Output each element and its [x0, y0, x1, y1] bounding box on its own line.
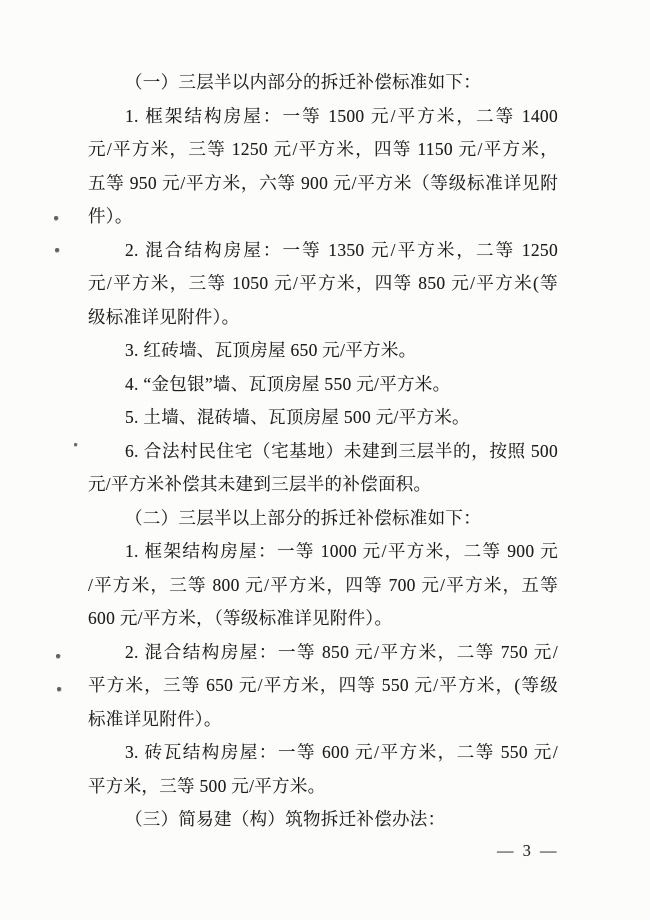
text-line: 件）。: [88, 206, 133, 226]
text-line: 3. 红砖墙、瓦顶房屋 650 元/平方米。: [125, 340, 417, 360]
text-line: 2. 混合结构房屋：一等 1350 元/平方米，二等 1250: [125, 239, 558, 260]
text-line: 1. 框架结构房屋：一等 1500 元/平方米，二等 1400: [125, 105, 558, 126]
text-line: 5. 土墙、混砖墙、瓦顶房屋 500 元/平方米。: [125, 407, 470, 427]
text-line: 6. 合法村民住宅（宅基地）未建到三层半的，按照 500: [125, 440, 558, 461]
text-line: 4. “金包银”墙、瓦顶房屋 550 元/平方米。: [125, 373, 451, 394]
page-number: — 3 —: [497, 841, 559, 860]
text-line: 3. 砖瓦结构房屋：一等 600 元/平方米，二等 550 元/: [125, 742, 558, 762]
text-line: （二）三层半以上部分的拆迁补偿标准如下：: [125, 507, 481, 528]
document-body: [88, 66, 558, 837]
text-line: 标准详见附件）。: [88, 708, 222, 729]
text-line: 元/平方米，三等 1050 元/平方米，四等 850 元/平方米(等: [88, 273, 558, 293]
text-line: 平方米，三等 500 元/平方米。: [88, 775, 326, 796]
scan-speck: [57, 687, 61, 691]
text-line: 元/平方米，三等 1250 元/平方米，四等 1150 元/平方米，: [88, 139, 558, 159]
text-line: （一）三层半以内部分的拆迁补偿标准如下：: [125, 72, 481, 92]
scan-speck: [55, 248, 59, 252]
text-line: 平方米，三等 650 元/平方米，四等 550 元/平方米，(等级: [88, 675, 558, 695]
text-line: 五等 950 元/平方米，六等 900 元/平方米（等级标准详见附: [88, 172, 558, 193]
scan-speck: [56, 654, 60, 658]
text-line: 1. 框架结构房屋：一等 1000 元/平方米，二等 900 元: [125, 541, 558, 561]
text-line: 2. 混合结构房屋：一等 850 元/平方米，二等 750 元/: [125, 641, 558, 662]
scan-speck: [54, 216, 58, 220]
text-line: /平方米，三等 800 元/平方米，四等 700 元/平方米，五等: [88, 574, 558, 595]
text-line: 600 元/平方米，（等级标准详见附件）。: [88, 608, 393, 628]
text-line: 元/平方米补偿其未建到三层半的补偿面积。: [88, 474, 432, 494]
text-line: （三）简易建（构）筑物拆迁补偿办法：: [125, 809, 446, 829]
text-line: 级标准详见附件）。: [88, 306, 240, 327]
scan-speck: [74, 443, 77, 446]
